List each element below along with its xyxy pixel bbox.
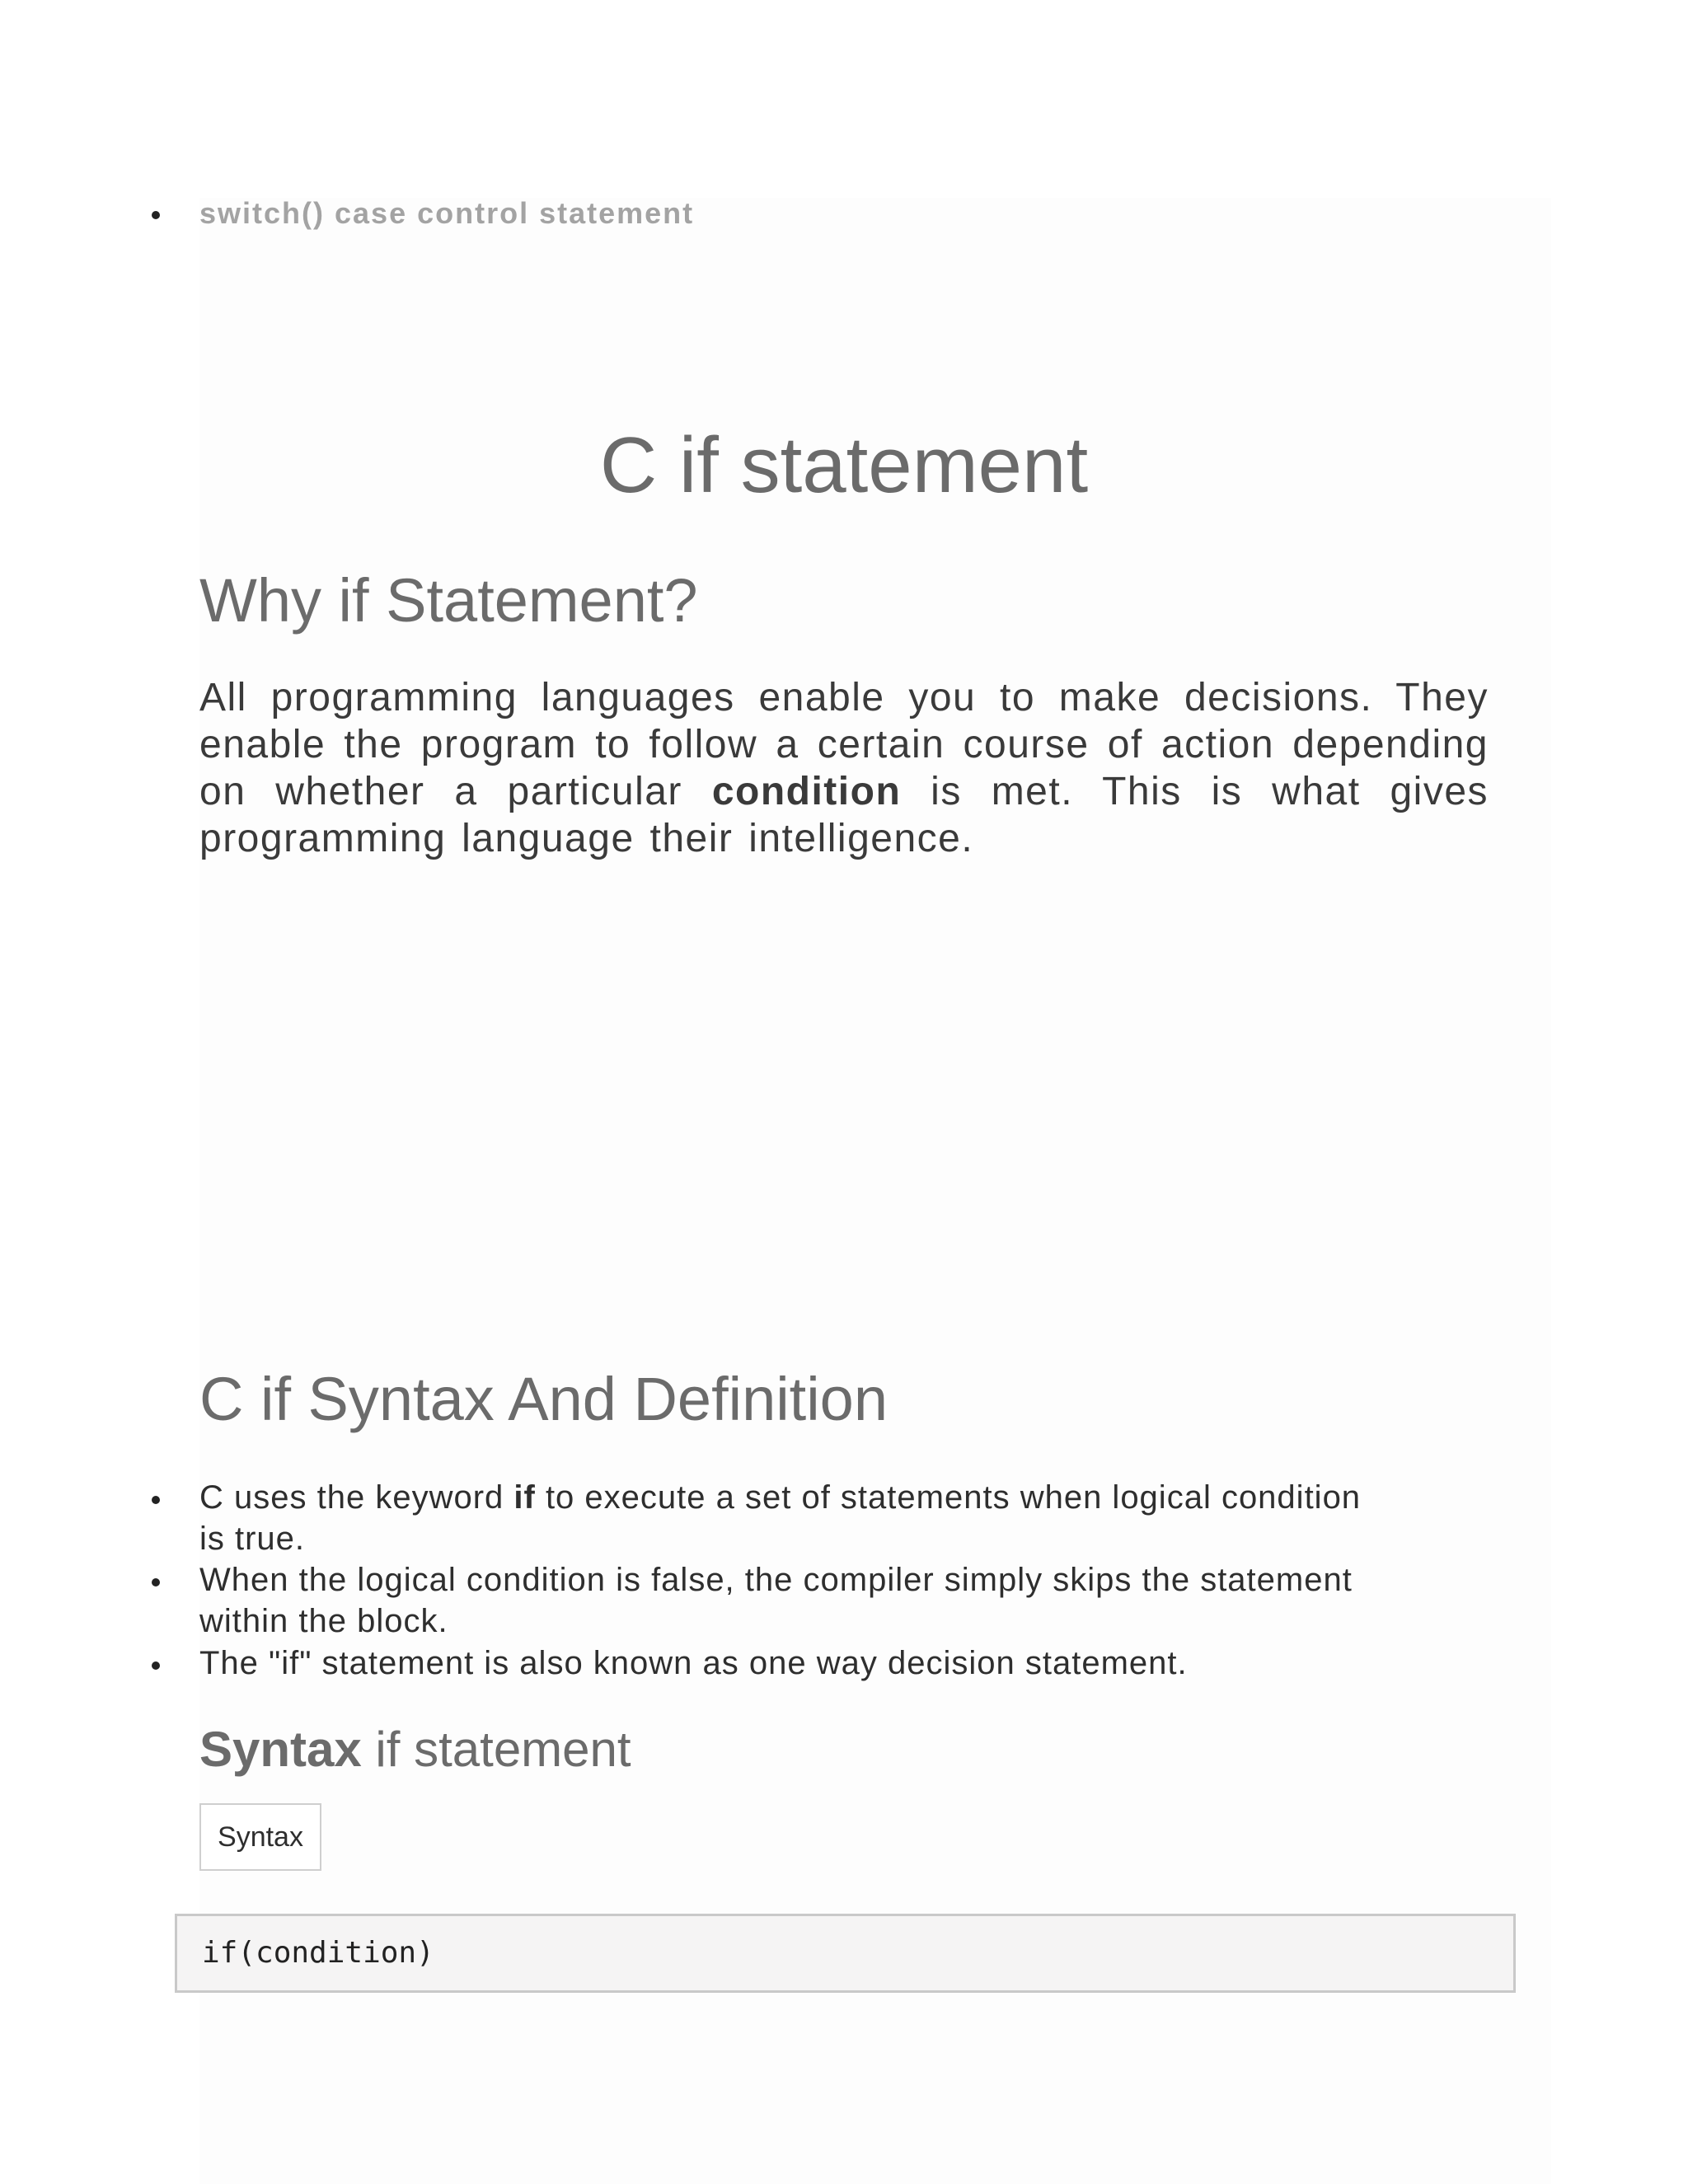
section-heading-definition: C if Syntax And Definition [199,1365,888,1433]
definition-item [199,1477,1370,1559]
definition-item-text-after: to execute a set of statements when logical condition is true. [199,1479,1362,1557]
nav-link-switch-case[interactable]: switch() case control statement [199,196,695,230]
definition-item: When the logical condition is false, the compiler simply skips the statement within the block. [199,1562,1353,1639]
code-block: if(condition) [175,1914,1516,1993]
section-heading-why: Why if Statement? [199,566,698,635]
intro-text-after: is met. This is what gives programming language their intelligence. [199,770,1489,860]
intro-paragraph [199,674,1489,862]
definition-item: The "if" statement is also known as one way decision statement. [199,1645,1188,1681]
page-title: C if statement [599,421,1089,509]
bullet-icon [152,1578,160,1586]
bullet-icon [152,211,160,219]
bullet-icon [152,1496,160,1504]
syntax-heading-bold: Syntax [199,1722,362,1777]
definition-item-text-before: C uses the keyword [199,1479,514,1516]
syntax-tab[interactable]: Syntax [199,1803,321,1871]
syntax-heading [199,1721,631,1778]
syntax-heading-rest: if statement [361,1722,631,1777]
definition-item-keyword: if [513,1479,536,1516]
intro-text-bold: condition [711,770,902,813]
intro-text-before: All programming languages enable you to make decisions. They enable the program to follow a certain course of action depending on whether a particular [199,676,1489,813]
bullet-icon [152,1661,160,1670]
